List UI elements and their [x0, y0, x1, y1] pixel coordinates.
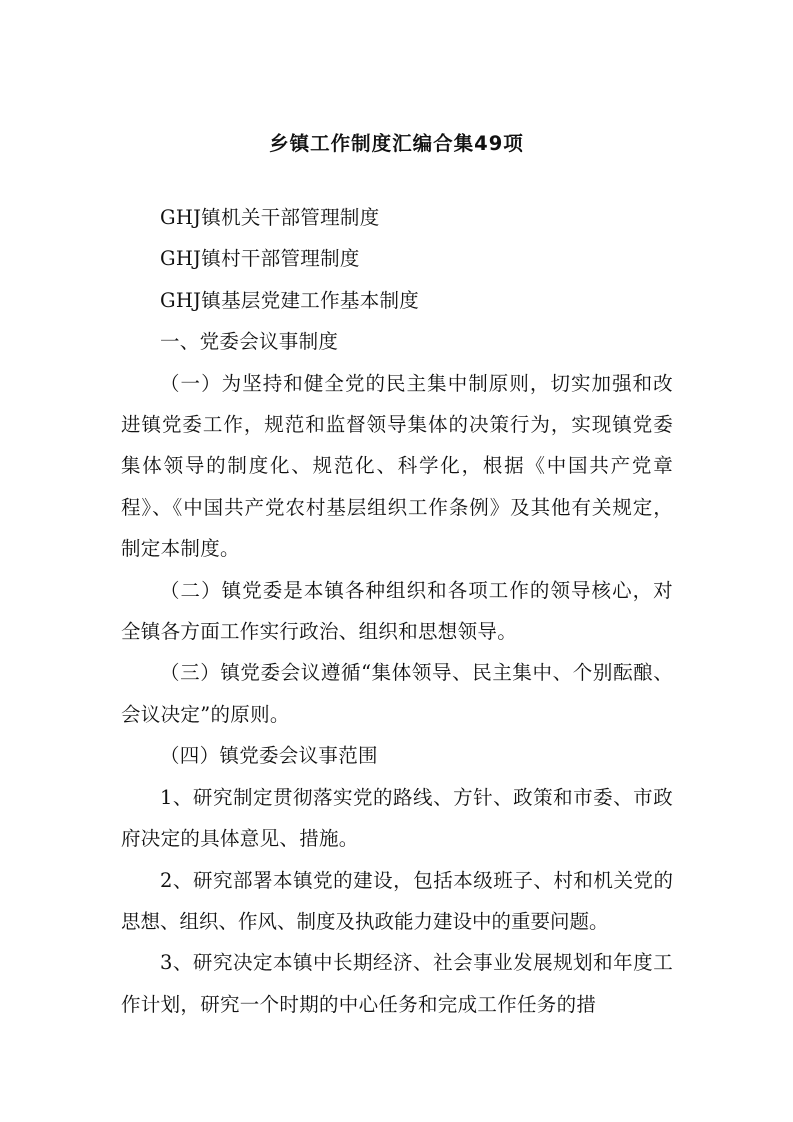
paragraph-1: GHJ镇机关干部管理制度 — [160, 206, 380, 229]
section-heading-1: 一、党委会议事制度 — [160, 330, 339, 354]
subsection-heading-4: （四）镇党委会议事范围 — [160, 744, 378, 768]
document-body — [121, 197, 673, 1025]
list-item-1: 1、研究制定贯彻落实党的路线、方针、政策和市委、市政府决定的具体意见、措施。 — [121, 785, 673, 851]
list-item-2: 2、研究部署本镇党的建设，包括本级班子、村和机关党的思想、组织、作风、制度及执政能力建设中的重要问题。 — [121, 868, 673, 933]
paragraph-2: GHJ镇村干部管理制度 — [160, 247, 360, 271]
paragraph-6: （二）镇党委是本镇各种组织和各项工作的领导核心，对全镇各方面工作实行政治、组织和思想领导。 — [121, 578, 673, 644]
list-item-3: 3、研究决定本镇中长期经济、社会事业发展规划和年度工作计划，研究一个时期的中心任务和完成工作任务的措 — [121, 951, 673, 1016]
paragraph-5: （一）为坚持和健全党的民主集中制原则，切实加强和改进镇党委工作，规范和监督领导集体的决策行为，实现镇党委集体领导的制度化、规范化、科学化，根据《中国共产党章程》、《中国共产党农村基层组织工作条例》及其他有关规定，制定本制度。 — [121, 371, 673, 561]
document-title: 乡镇工作制度汇编合集49项 — [269, 132, 524, 155]
paragraph-3: GHJ镇基层党建工作基本制度 — [160, 288, 420, 312]
paragraph-7: （三）镇党委会议遵循“集体领导、民主集中、个别酝酿、会议决定”的原则。 — [121, 661, 673, 726]
